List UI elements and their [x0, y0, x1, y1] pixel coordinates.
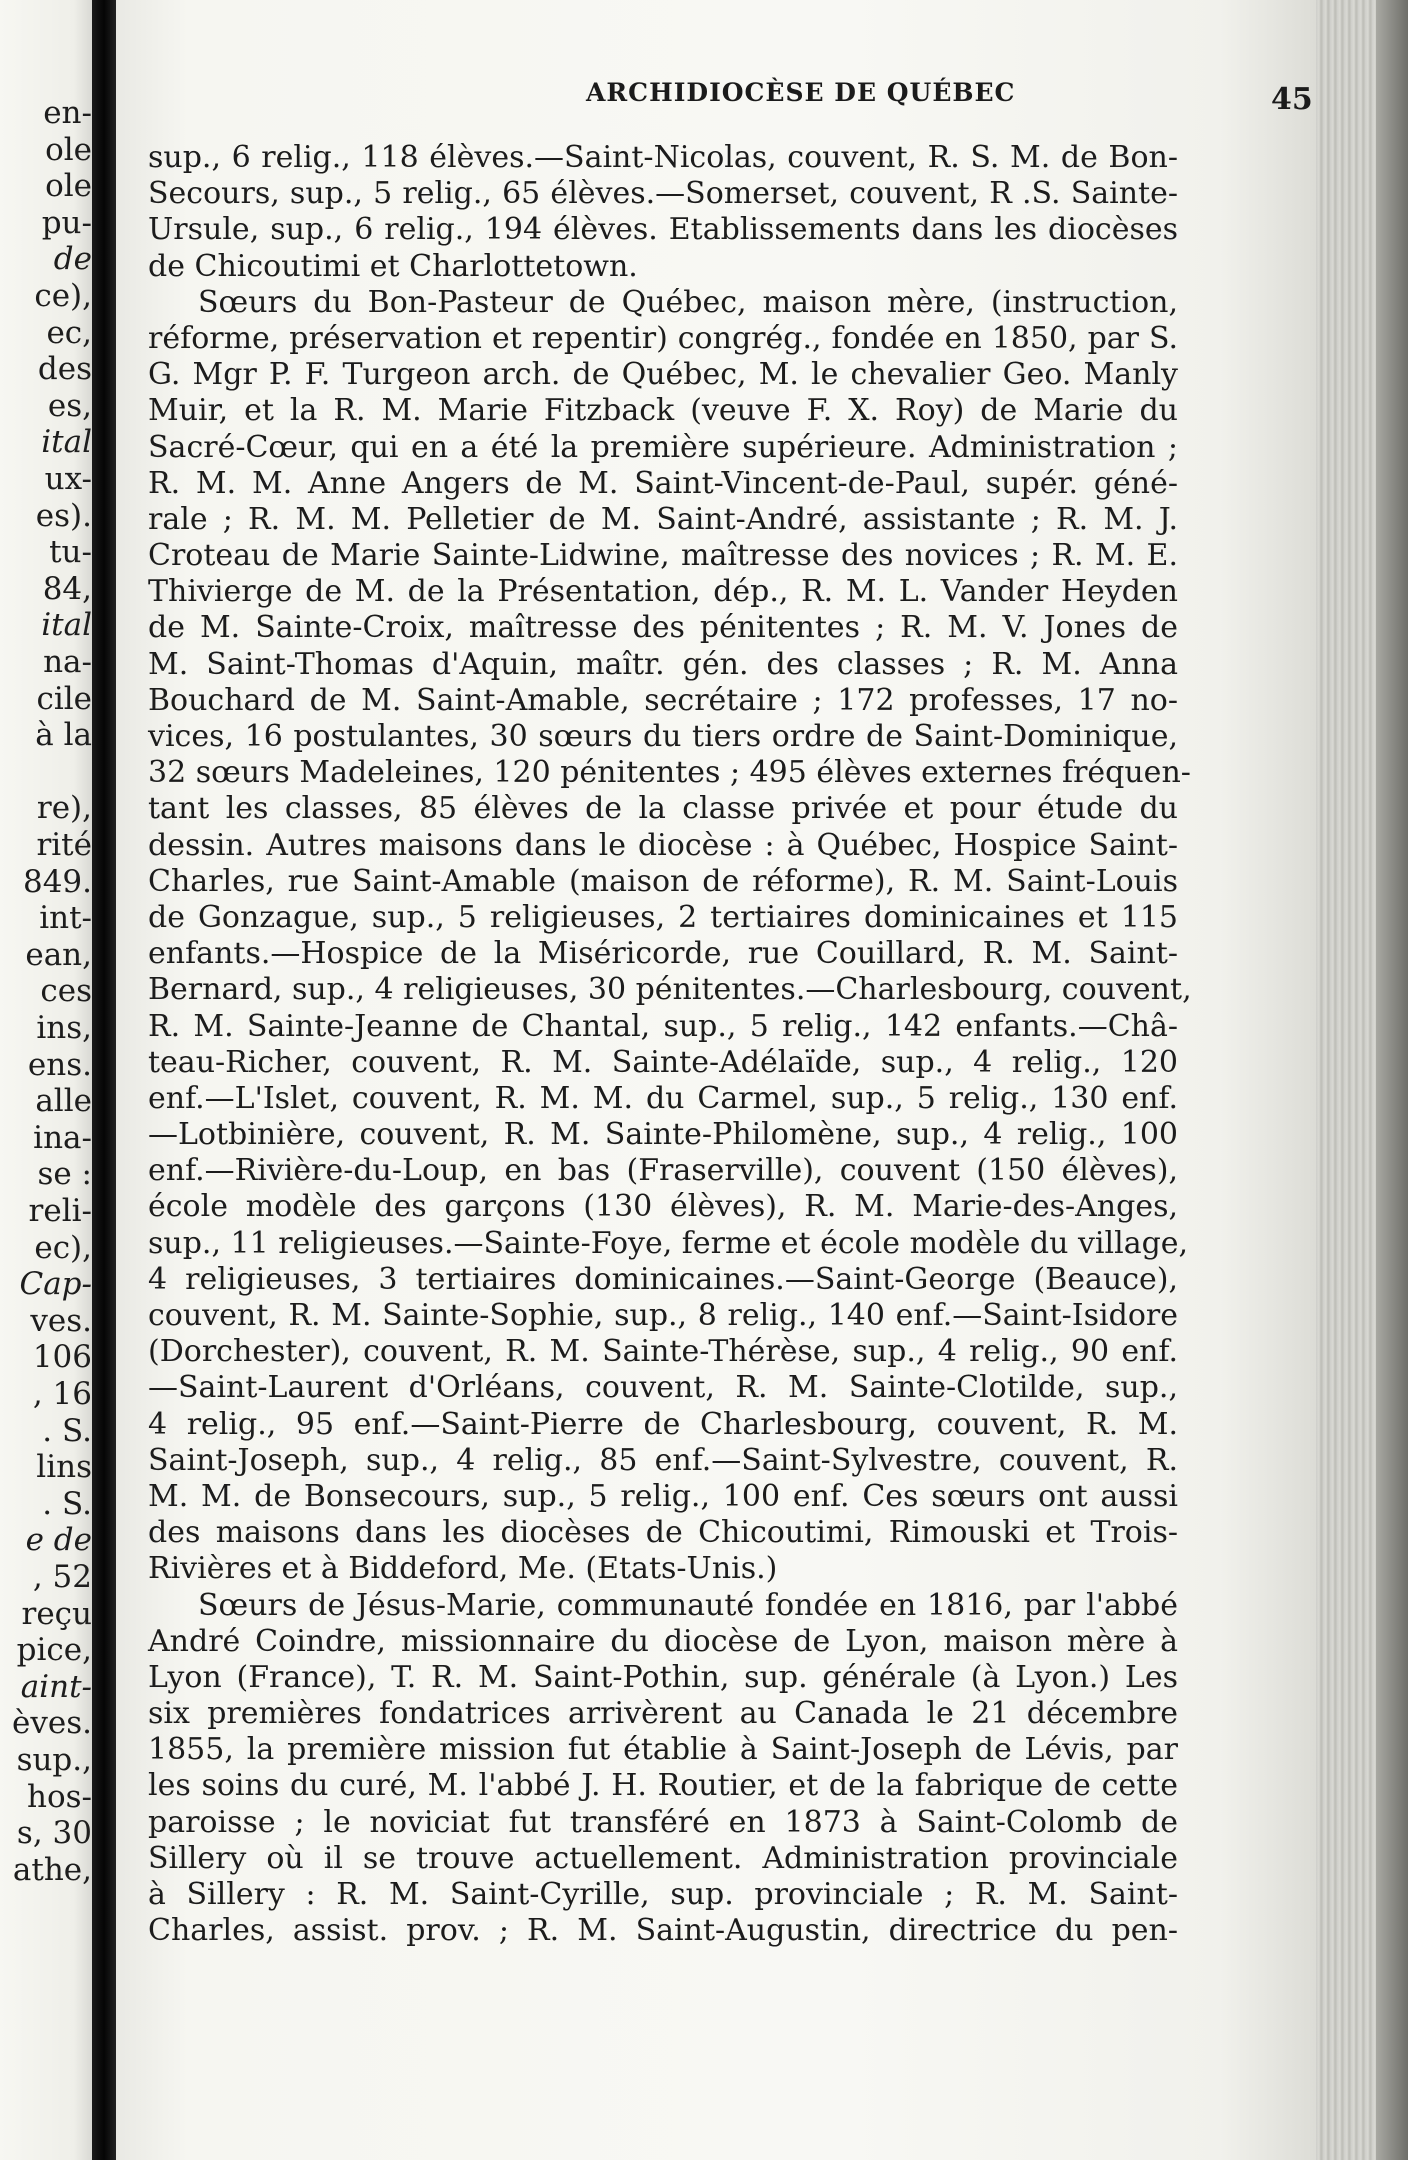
left-page-fragment-line: 849. — [22, 863, 92, 900]
body-text-line: couvent, R. M. Sainte-Sophie, sup., 8 relig., 140 enf.—Saint-Isidore — [148, 1298, 1178, 1333]
page-body-text — [148, 140, 1192, 1949]
body-text-line: tant les classes, 85 élèves de la classe privée et pour étude du — [148, 791, 1178, 827]
body-text-line: M. Saint-Thomas d'Aquin, maîtr. gén. des classes ; R. M. Anna — [148, 646, 1178, 682]
left-page-fragment-line: de — [53, 241, 92, 278]
body-text-line: six premières fondatrices arrivèrent au Canada le 21 décembre — [148, 1696, 1178, 1732]
page-number: 45 — [1271, 82, 1313, 117]
body-text-line: rale ; R. M. M. Pelletier de M. Saint-André, assistante ; R. M. J. — [148, 501, 1178, 537]
left-page-fragment-line: ole — [45, 131, 92, 168]
left-page-fragment-line: , 16 — [32, 1376, 92, 1412]
left-page-fragment-line: tu- — [49, 534, 92, 571]
body-text-line: R. M. Sainte-Jeanne de Chantal, sup., 5 relig., 142 enfants.—Châ- — [148, 1008, 1178, 1044]
body-text-line: de Chicoutimi et Charlottetown. — [148, 248, 638, 284]
left-page-fragment-line: reli- — [28, 1193, 92, 1229]
left-page-fragment-line: ens. — [27, 1046, 92, 1083]
left-page-fragment-line: se : — [37, 1156, 92, 1193]
body-text-line: des maisons dans les diocèses de Chicoutimi, Rimouski et Trois- — [148, 1515, 1178, 1551]
body-text-line: enfants.—Hospice de la Miséricorde, rue Couillard, R. M. Saint- — [148, 936, 1178, 972]
body-text-line: école modèle des garçons (130 élèves), R. M. Marie-des-Anges, — [148, 1189, 1178, 1225]
left-page-fragment-line: reçu — [21, 1595, 92, 1632]
body-text-line: Saint-Joseph, sup., 4 relig., 85 enf.—Saint-Sylvestre, couvent, R. — [148, 1442, 1178, 1478]
left-page-fragment-line: ux- — [44, 461, 92, 497]
left-page-fragment-line: ital — [41, 607, 92, 644]
left-page-fragment-line: es, — [47, 387, 92, 424]
body-text-line: Thivierge de M. de la Présentation, dép., R. M. L. Vander Heyden — [148, 574, 1178, 610]
body-text-line: sup., 11 religieuses.—Sainte-Foye, ferme et école modèle du village, — [148, 1225, 1189, 1261]
body-text-line: 4 relig., 95 enf.—Saint-Pierre de Charlesbourg, couvent, R. M. — [148, 1406, 1178, 1442]
left-page-fragment-line: ins, — [36, 1010, 92, 1046]
running-head: ARCHIDIOCÈSE DE QUÉBEC — [586, 78, 1016, 107]
left-page-fragment-line: alle — [35, 1083, 92, 1120]
body-text-line: 4 religieuses, 3 tertiaires dominicaines.—Saint-George (Beauce), — [148, 1261, 1178, 1297]
body-text-line: à Sillery : R. M. Saint-Cyrille, sup. provinciale ; R. M. Saint- — [148, 1877, 1178, 1912]
body-text-line: Secours, sup., 5 relig., 65 élèves.—Somerset, couvent, R .S. Sainte- — [148, 176, 1178, 212]
left-page-fragment-line: es). — [35, 497, 92, 534]
body-text-line: Sœurs du Bon-Pasteur de Québec, maison mère, (instruction, — [198, 284, 1178, 320]
left-page-fragment-line: ean, — [25, 936, 92, 973]
body-text-line: André Coindre, missionnaire du diocèse de Lyon, maison mère à — [148, 1623, 1178, 1659]
left-page-fragment-line: ina- — [33, 1119, 92, 1156]
body-text-line: —Saint-Laurent d'Orléans, couvent, R. M. Sainte-Clotilde, sup., — [148, 1370, 1178, 1406]
left-page-fragment-line: à la — [35, 717, 92, 754]
body-text-line: Bernard, sup., 4 religieuses, 30 pénitentes.—Charlesbourg, couvent, — [148, 972, 1192, 1008]
body-text-line: Lyon (France), T. R. M. Saint-Pothin, sup. générale (à Lyon.) Les — [148, 1659, 1178, 1695]
body-text-line: réforme, préservation et repentir) congrég., fondée en 1850, par S. — [148, 320, 1178, 356]
body-text-line: Sœurs de Jésus-Marie, communauté fondée en 1816, par l'abbé — [198, 1587, 1178, 1623]
left-page-fragment-line: ce), — [34, 278, 92, 314]
page-edges — [1316, 0, 1408, 2160]
left-page-fragment-line: hos- — [26, 1778, 92, 1815]
left-page-fragment-line: athe, — [12, 1851, 92, 1888]
left-page-fragment-line: rité — [36, 827, 92, 863]
book-gutter — [92, 0, 116, 2160]
body-text-line: M. M. de Bonsecours, sup., 5 relig., 100 enf. Ces sœurs ont aussi — [148, 1478, 1178, 1514]
left-page-fragment-line: en- — [43, 95, 92, 131]
body-text-line: vices, 16 postulantes, 30 sœurs du tiers ordre de Saint-Dominique, — [148, 719, 1178, 754]
body-text-line: (Dorchester), couvent, R. M. Sainte-Thérèse, sup., 4 relig., 90 enf. — [148, 1334, 1178, 1370]
left-page-fragment-line: cile — [36, 680, 92, 717]
body-text-line: enf.—L'Islet, couvent, R. M. M. du Carmel, sup., 5 relig., 130 enf. — [148, 1080, 1178, 1116]
left-page-fragment-line: lins — [36, 1449, 92, 1486]
left-page-fragment-line: èves. — [12, 1705, 92, 1742]
body-text-line: Sillery où il se trouve actuellement. Administration provinciale — [148, 1840, 1178, 1876]
left-page-fragment-line: ole — [45, 168, 92, 205]
left-page-fragment-line: ves. — [30, 1302, 92, 1339]
body-text-line: —Lotbinière, couvent, R. M. Sainte-Philomène, sup., 4 relig., 100 — [148, 1117, 1178, 1153]
left-page-fragment-line: e de — [25, 1522, 92, 1559]
body-text-line: dessin. Autres maisons dans le diocèse : à Québec, Hospice Saint- — [148, 827, 1178, 863]
left-page-fragment-line: 106 — [32, 1339, 92, 1376]
body-text-line: teau-Richer, couvent, R. M. Sainte-Adélaïde, sup., 4 relig., 120 — [148, 1044, 1178, 1080]
left-page-fragment-line: . S. — [42, 1485, 92, 1522]
body-text-line: paroisse ; le noviciat fut transféré en 1873 à Saint-Colomb de — [148, 1804, 1178, 1840]
left-page-fragment-line: ces — [40, 973, 92, 1010]
body-text-line: 1855, la première mission fut établie à Saint-Joseph de Lévis, par — [148, 1732, 1178, 1768]
body-text-line: Ursule, sup., 6 relig., 194 élèves. Etablissements dans les diocèses — [148, 212, 1178, 248]
left-page-fragment-line: ital — [41, 424, 92, 461]
body-text-line: Sacré-Cœur, qui en a été la première supérieure. Administration ; — [148, 429, 1178, 465]
left-page-fragment-line: int- — [39, 900, 92, 937]
left-page-fragment-line: pu- — [41, 204, 92, 241]
body-text-line: Bouchard de M. Saint-Amable, secrétaire ; 172 professes, 17 no- — [148, 682, 1178, 718]
body-text-line: de Gonzague, sup., 5 religieuses, 2 tertiaires dominicaines et 115 — [148, 899, 1178, 935]
left-page-fragment-line: ec), — [34, 1229, 92, 1266]
left-page-fragment-line: sup., — [16, 1742, 92, 1778]
left-page-fragment-line: des — [37, 351, 92, 388]
body-text-line: Croteau de Marie Sainte-Lidwine, maîtresse des novices ; R. M. E. — [148, 538, 1178, 574]
left-page-fragment-line: pice, — [16, 1632, 92, 1669]
left-page-fragment-line: Cap- — [19, 1266, 92, 1303]
left-page-fragment-line: ec, — [46, 314, 92, 351]
body-text-line: Rivières et à Biddeford, Me. (Etats-Unis.) — [148, 1551, 778, 1587]
left-page-fragment-line: s, 30 — [16, 1815, 92, 1852]
body-text-line: Charles, assist. prov. ; R. M. Saint-Augustin, directrice du pen- — [148, 1913, 1178, 1949]
body-text-line: de M. Sainte-Croix, maîtresse des pénitentes ; R. M. V. Jones de — [148, 610, 1178, 646]
body-text-line: R. M. M. Anne Angers de M. Saint-Vincent-de-Paul, supér. géné- — [148, 465, 1178, 501]
body-text-line: Muir, et la R. M. Marie Fitzback (veuve F. X. Roy) de Marie du — [148, 393, 1178, 429]
left-facing-page-fragment — [0, 0, 92, 2160]
left-page-fragment-line: aint- — [20, 1668, 92, 1705]
body-text-line: enf.—Rivière-du-Loup, en bas (Fraserville), couvent (150 élèves), — [148, 1153, 1178, 1189]
left-page-fragment-line: , 52 — [32, 1559, 92, 1595]
body-text-line: G. Mgr P. F. Turgeon arch. de Québec, M. le chevalier Geo. Manly — [148, 357, 1178, 393]
body-text-line: 32 sœurs Madeleines, 120 pénitentes ; 495 élèves externes fréquen- — [148, 755, 1191, 791]
body-text-line: les soins du curé, M. l'abbé J. H. Routier, et de la fabrique de cette — [148, 1768, 1178, 1804]
left-page-fragment-line: . S. — [42, 1412, 92, 1449]
left-page-fragment-line: re), — [36, 790, 92, 827]
body-text-line: Charles, rue Saint-Amable (maison de réforme), R. M. Saint-Louis — [148, 863, 1178, 899]
body-text-line: sup., 6 relig., 118 élèves.—Saint-Nicolas, couvent, R. S. M. de Bon- — [148, 140, 1178, 175]
left-page-fragment-line: 84, — [42, 570, 92, 607]
left-page-fragment-line: na- — [43, 644, 92, 680]
